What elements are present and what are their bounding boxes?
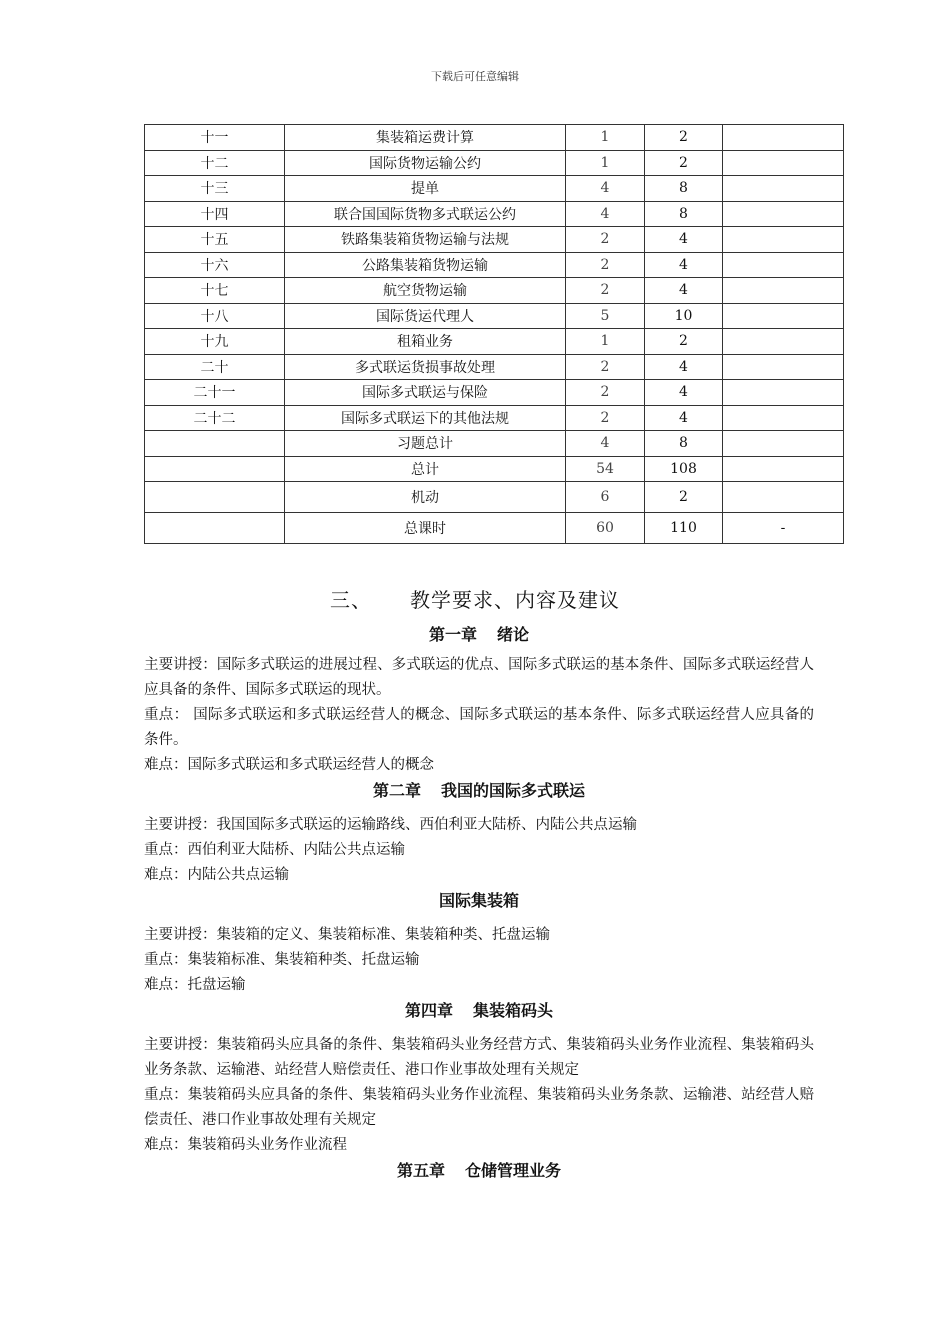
row-total-hours: 8 — [645, 201, 723, 227]
chapter-5-title: 仓储管理业务 — [465, 1161, 562, 1180]
row-topic: 提单 — [285, 176, 566, 202]
table-row — [145, 405, 844, 431]
row-total-hours: 4 — [645, 354, 723, 380]
row-note — [723, 125, 844, 151]
header-note: 下载后可任意编辑 — [431, 70, 519, 83]
chapter-3-key: 重点：集装箱标准、集装箱种类、托盘运输 — [144, 952, 420, 968]
table-row — [145, 329, 844, 355]
row-topic: 机动 — [285, 482, 566, 513]
chapter-4-title: 集装箱码头 — [473, 1001, 554, 1020]
row-number: 二十 — [145, 354, 285, 380]
row-number: 十九 — [145, 329, 285, 355]
row-lecture-hours: 1 — [566, 150, 645, 176]
row-number: 二十一 — [145, 380, 285, 406]
table-row — [145, 354, 844, 380]
row-total-hours: 4 — [645, 380, 723, 406]
row-lecture-hours: 2 — [566, 405, 645, 431]
row-topic: 国际多式联运下的其他法规 — [285, 405, 566, 431]
row-topic: 国际多式联运与保险 — [285, 380, 566, 406]
row-number — [145, 513, 285, 544]
chapter-1-heading — [144, 622, 814, 647]
row-note — [723, 431, 844, 457]
row-note — [723, 252, 844, 278]
chapter-2-difficult: 难点：内陆公共点运输 — [144, 867, 289, 883]
table-row — [145, 482, 844, 513]
chapter-5-heading — [144, 1158, 814, 1183]
row-total-hours: 8 — [645, 176, 723, 202]
chapter-3-title: 国际集装箱 — [438, 891, 519, 910]
row-topic: 国际货物运输公约 — [285, 150, 566, 176]
chapter-4-difficult: 难点：集装箱码头业务作业流程 — [144, 1137, 347, 1153]
row-lecture-hours: 1 — [566, 125, 645, 151]
row-total-hours: 2 — [645, 150, 723, 176]
row-lecture-hours: 2 — [566, 227, 645, 253]
row-total-hours: 108 — [645, 456, 723, 482]
row-lecture-hours: 54 — [566, 456, 645, 482]
row-total-hours: 4 — [645, 278, 723, 304]
course-hours-table — [144, 124, 844, 544]
chapter-1-number: 第一章 — [428, 625, 477, 644]
row-topic: 铁路集装箱货物运输与法规 — [285, 227, 566, 253]
chapter-2-key: 重点：西伯利亚大陆桥、内陆公共点运输 — [144, 842, 405, 858]
row-number: 十八 — [145, 303, 285, 329]
row-note — [723, 405, 844, 431]
row-total-hours: 2 — [645, 329, 723, 355]
row-total-hours: 4 — [645, 252, 723, 278]
row-topic: 总课时 — [285, 513, 566, 544]
table-row — [145, 303, 844, 329]
section-title-text: 教学要求、内容及建议 — [410, 588, 620, 612]
row-total-hours: 4 — [645, 405, 723, 431]
row-number: 二十二 — [145, 405, 285, 431]
chapter-1-difficult: 难点：国际多式联运和多式联运经营人的概念 — [144, 757, 434, 773]
chapter-4-main: 主要讲授：集装箱码头应具备的条件、集装箱码头业务经营方式、集装箱码头业务作业流程、集装箱码头业务条款、运输港、站经营人赔偿责任、港口作业事故处理有关规定 — [144, 1037, 814, 1078]
row-total-hours: 10 — [645, 303, 723, 329]
row-lecture-hours: 5 — [566, 303, 645, 329]
section-title — [0, 584, 950, 613]
row-total-hours: 4 — [645, 227, 723, 253]
table-row — [145, 380, 844, 406]
row-note — [723, 150, 844, 176]
row-note — [723, 227, 844, 253]
row-note — [723, 354, 844, 380]
table-row — [145, 176, 844, 202]
row-topic: 集装箱运费计算 — [285, 125, 566, 151]
row-number — [145, 456, 285, 482]
row-lecture-hours: 4 — [566, 176, 645, 202]
chapter-5-number: 第五章 — [396, 1161, 445, 1180]
table-row — [145, 252, 844, 278]
table-row — [145, 278, 844, 304]
row-total-hours: 2 — [645, 482, 723, 513]
row-number — [145, 431, 285, 457]
table-row — [145, 431, 844, 457]
chapter-3-main: 主要讲授：集装箱的定义、集装箱标准、集装箱种类、托盘运输 — [144, 927, 550, 943]
row-note — [723, 456, 844, 482]
row-lecture-hours: 2 — [566, 354, 645, 380]
table-row — [145, 125, 844, 151]
chapter-3-heading — [144, 888, 814, 913]
table-row — [145, 456, 844, 482]
row-number: 十五 — [145, 227, 285, 253]
chapter-2-heading — [144, 778, 814, 803]
row-note — [723, 201, 844, 227]
row-note — [723, 176, 844, 202]
row-topic: 总计 — [285, 456, 566, 482]
row-topic: 航空货物运输 — [285, 278, 566, 304]
row-note — [723, 303, 844, 329]
chapter-1-main: 主要讲授：国际多式联运的进展过程、多式联运的优点、国际多式联运的基本条件、国际多式联运经营人应具备的条件、国际多式联运的现状。 — [144, 657, 814, 698]
row-number: 十七 — [145, 278, 285, 304]
chapter-1-key: 重点： 国际多式联运和多式联运经营人的概念、国际多式联运的基本条件、际多式联运经营人应具备的条件。 — [144, 707, 814, 748]
row-number: 十四 — [145, 201, 285, 227]
row-note — [723, 482, 844, 513]
row-note: - — [723, 513, 844, 544]
row-total-hours: 2 — [645, 125, 723, 151]
row-lecture-hours: 4 — [566, 201, 645, 227]
row-note — [723, 380, 844, 406]
row-note — [723, 329, 844, 355]
row-number: 十二 — [145, 150, 285, 176]
row-number: 十六 — [145, 252, 285, 278]
chapter-2-title: 我国的国际多式联运 — [441, 781, 586, 800]
chapter-4-heading — [144, 998, 814, 1023]
row-number: 十三 — [145, 176, 285, 202]
row-number — [145, 482, 285, 513]
section-number: 三、 — [330, 588, 372, 612]
chapter-4-key: 重点：集装箱码头应具备的条件、集装箱码头业务作业流程、集装箱码头业务条款、运输港、站经营人赔偿责任、港口作业事故处理有关规定 — [144, 1087, 814, 1128]
row-topic: 习题总计 — [285, 431, 566, 457]
row-topic: 国际货运代理人 — [285, 303, 566, 329]
row-topic: 联合国国际货物多式联运公约 — [285, 201, 566, 227]
table-row — [145, 150, 844, 176]
row-total-hours: 110 — [645, 513, 723, 544]
row-topic: 租箱业务 — [285, 329, 566, 355]
table-row — [145, 201, 844, 227]
row-topic: 公路集装箱货物运输 — [285, 252, 566, 278]
chapter-4-number: 第四章 — [404, 1001, 453, 1020]
row-number: 十一 — [145, 125, 285, 151]
row-lecture-hours: 2 — [566, 278, 645, 304]
table-row — [145, 227, 844, 253]
row-lecture-hours: 2 — [566, 380, 645, 406]
row-topic: 多式联运货损事故处理 — [285, 354, 566, 380]
table-row — [145, 513, 844, 544]
row-lecture-hours: 1 — [566, 329, 645, 355]
row-lecture-hours: 2 — [566, 252, 645, 278]
chapter-2-main: 主要讲授：我国国际多式联运的运输路线、西伯利亚大陆桥、内陆公共点运输 — [144, 817, 637, 833]
row-lecture-hours: 60 — [566, 513, 645, 544]
row-total-hours: 8 — [645, 431, 723, 457]
row-lecture-hours: 6 — [566, 482, 645, 513]
chapter-1-title: 绪论 — [497, 625, 530, 644]
chapter-2-number: 第二章 — [372, 781, 421, 800]
row-note — [723, 278, 844, 304]
chapter-3-difficult: 难点：托盘运输 — [144, 977, 246, 993]
row-lecture-hours: 4 — [566, 431, 645, 457]
chapter-content — [144, 622, 814, 1183]
